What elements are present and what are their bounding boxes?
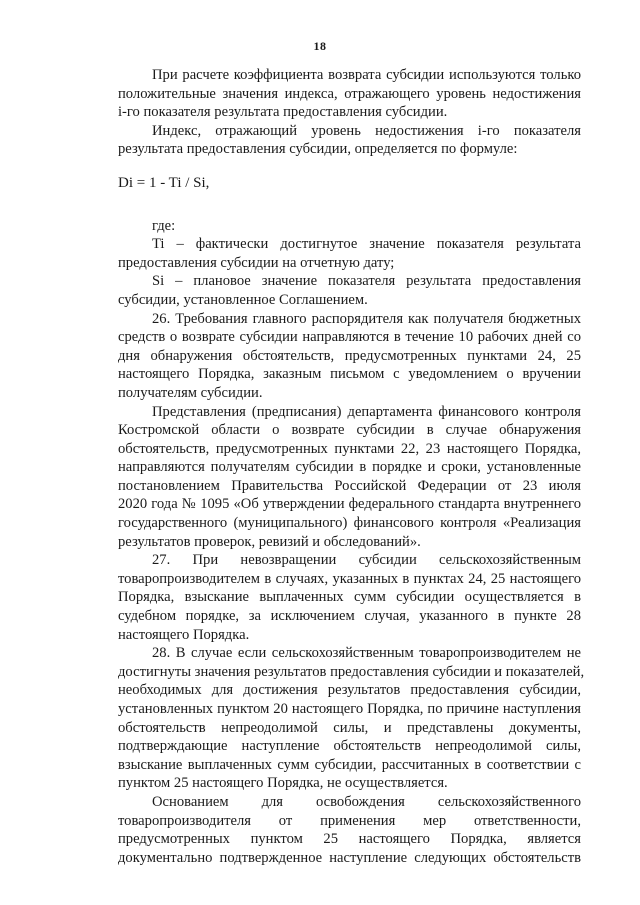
text-line: 28. В случае если сельскохозяйственным товаропроизводителем не — [152, 645, 581, 662]
paragraph-26 — [118, 310, 581, 403]
text-line: пунктом 25 настоящего Порядка, не осуществляется. — [118, 775, 448, 792]
text-line: государственного (муниципального) финансового контроля «Реализация — [118, 515, 581, 532]
text-line: установленных пунктом 20 настоящего Порядка, по причине наступления — [118, 701, 581, 717]
formula: Di = 1 - Ti / Si, — [118, 174, 210, 191]
text-line: судебном порядке, за исключением случая, указанного в пункте 28 — [118, 608, 581, 625]
text-line: обстоятельств непреодолимой силы, и представлены документы, — [118, 719, 581, 736]
text-line: товаропроизводителя от применения мер ответственности, — [118, 812, 581, 829]
text-line: средств о возврате субсидии направляются в течение 10 рабочих дней со — [118, 329, 581, 346]
text-line: Порядка, взыскание выплаченных сумм субсидии осуществляется в — [118, 589, 581, 606]
text-line: 26. Требования главного распорядителя как получателя бюджетных — [152, 310, 581, 327]
text-line: Основанием для освобождения сельскохозяйственного — [152, 793, 581, 810]
text-line: настоящего Порядка. — [118, 626, 250, 643]
text-line: постановлением Правительства Российской Федерации от 23 июля — [118, 477, 581, 494]
text-line: положительные значения индекса, отражающего уровень недостижения — [118, 85, 581, 102]
text-line: Si – плановое значение показателя результата предоставления — [152, 273, 581, 290]
text-line: настоящего Порядка, заказным письмом с уведомлением о вручении — [118, 366, 581, 383]
text-line: направляются получателям субсидии в порядке и сроки, установленные — [118, 459, 581, 476]
text-line: взыскание выплаченных сумм субсидии, рассчитанных в соответствии с — [118, 756, 581, 773]
text-line: предусмотренных пунктом 25 настоящего Порядка, является — [118, 831, 581, 848]
text-line: Индекс, отражающий уровень недостижения i-го показателя — [152, 122, 581, 139]
paragraph-index-definition — [118, 122, 581, 159]
text-line: i-го показателя результата предоставления субсидии. — [118, 104, 448, 121]
paragraph-coefficient-positive-values — [118, 66, 581, 122]
text-line: необходимых для достижения результатов предоставления субсидии, — [118, 682, 581, 699]
text-line: подтверждающие наступление обстоятельств непреодолимой силы, — [118, 738, 581, 755]
text-line: предоставления субсидии на отчетную дату; — [118, 254, 395, 271]
text-line: 2020 года № 1095 «Об утверждении федерального стандарта внутреннего — [118, 496, 581, 513]
text-line: товаропроизводителем в случаях, указанных в пунктах 24, 25 настоящего — [118, 570, 581, 587]
text-line: Ti – фактически достигнутое значение показателя результата — [152, 236, 581, 253]
text-line: Костромской области о возврате субсидии в случае обнаружения — [118, 422, 581, 439]
paragraph-where — [118, 217, 581, 236]
text-line: получателям субсидии. — [118, 384, 263, 401]
paragraph-department-representations — [118, 403, 581, 552]
text-line: обстоятельств, предусмотренных пунктами 22, 23 настоящего Порядка, — [118, 440, 581, 457]
text-line: субсидии, установленное Соглашением. — [118, 291, 368, 308]
text-line: где: — [152, 217, 176, 234]
paragraph-release-basis — [118, 793, 581, 867]
page-number: 18 — [313, 39, 327, 53]
text-line: 27. При невозвращении субсидии сельскохозяйственным — [152, 552, 581, 569]
paragraph-si-definition — [118, 272, 581, 309]
text-line: дня обнаружения обстоятельств, предусмотренных пунктами 24, 25 — [118, 347, 581, 364]
document-body — [118, 66, 585, 867]
text-line: документально подтвержденное наступление следующих обстоятельств — [118, 849, 581, 866]
paragraph-ti-definition — [118, 235, 581, 272]
text-line: результата предоставления субсидии, определяется по формуле: — [118, 141, 518, 158]
paragraph-27 — [118, 551, 581, 644]
paragraph-28 — [118, 644, 585, 793]
text-line: При расчете коэффициента возврата субсидии используются только — [152, 67, 581, 83]
text-line: Представления (предписания) департамента финансового контроля — [152, 403, 581, 420]
text-line: результатов проверок, ревизий и обследований». — [118, 533, 421, 550]
text-line: достигнуты значения результатов предоставления субсидии и показателей, — [118, 663, 585, 680]
